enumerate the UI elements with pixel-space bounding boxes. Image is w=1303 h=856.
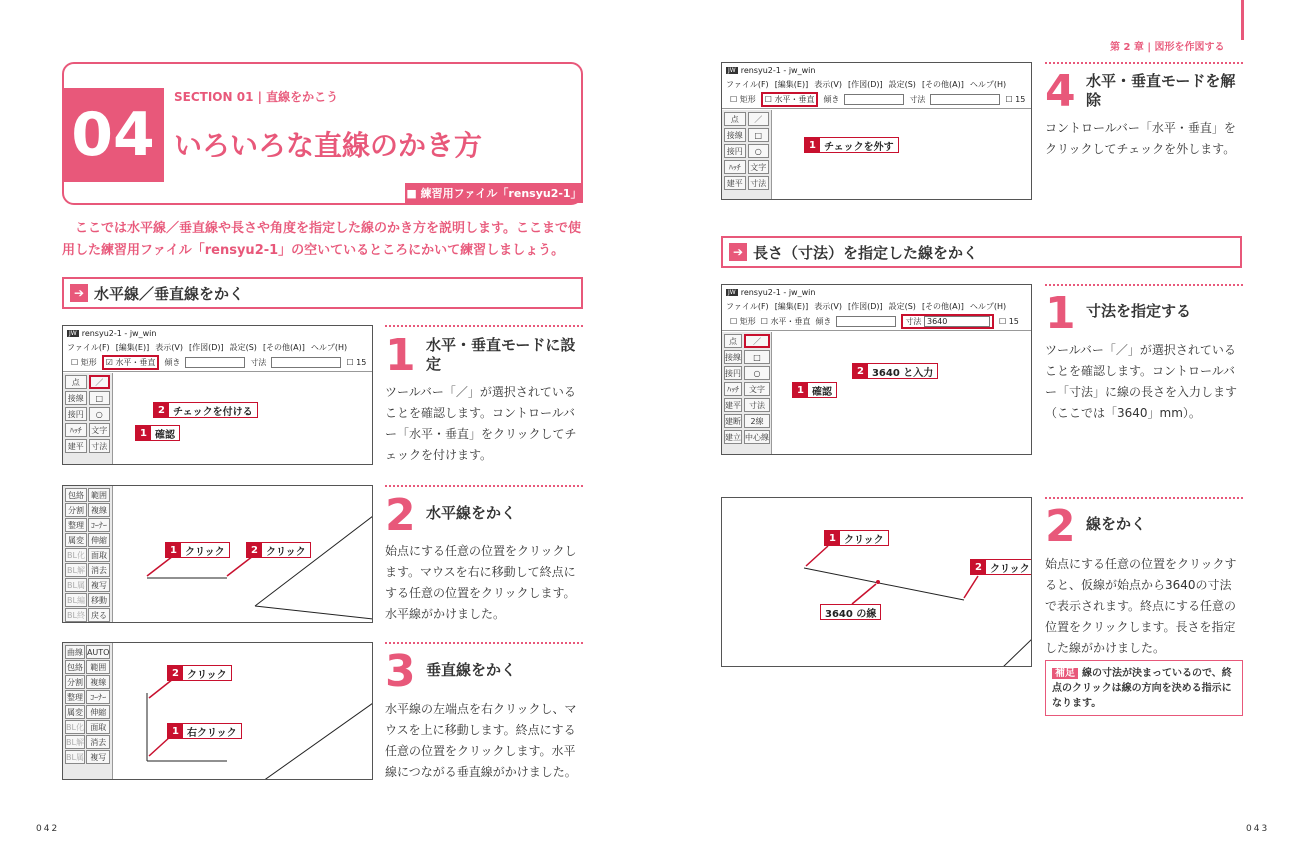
note-box: 補足 線の寸法が決まっているので、終点のクリックは線の方向を決める指示になります。 — [1045, 660, 1243, 716]
step-body: ツールバー「／」が選択されていることを確認します。コントロールバー「寸法」に線の長さを入力します（ここでは「3640」mm）。 — [1045, 343, 1238, 420]
tool-line[interactable]: ／ — [89, 375, 111, 389]
callout-input-3640: 2 3640 と入力 — [852, 363, 938, 379]
divider — [1045, 62, 1243, 64]
callout-right-click: 1 右クリック — [167, 723, 242, 739]
callout-confirm: 1 確認 — [792, 382, 837, 398]
step-number: 1 — [1045, 288, 1076, 339]
step-body: コントロールバー「水平・垂直」をクリックしてチェックを外します。 — [1045, 121, 1236, 156]
section-heading-hv: ➔ 水平線／垂直線をかく — [62, 277, 583, 309]
dim-input[interactable]: 3640 — [924, 316, 990, 327]
tool-tangent[interactable]: 接線 — [65, 391, 87, 405]
tool-rect[interactable]: □ — [89, 391, 111, 405]
tool-tangent-circle[interactable]: 接円 — [65, 407, 87, 421]
divider — [385, 485, 583, 487]
tool-hatch[interactable]: ﾊｯﾁ — [65, 423, 87, 437]
section-number: 04 — [62, 88, 164, 182]
step-title: 水平線をかく — [426, 504, 517, 522]
divider — [1045, 497, 1243, 499]
screenshot-3: 曲線 AUTO 包絡 範囲 分割 複線 整理 ｺｰﾅｰ 属変 伸縮 BL化 面取 BL解 消去 BL属 複写 2 クリック 1 右クリック — [62, 642, 373, 780]
arrow-icon: ➔ — [729, 243, 747, 261]
drawing-area[interactable] — [722, 498, 1032, 667]
callout-line-3640: 3640 の線 — [820, 604, 881, 620]
screenshot-4: JW rensyu2-1 - jw_win ファイル(F) [編集(E)] 表示(V) [作図(D)] 設定(S) [その他(A)] ヘルプ(H) ☐ 矩形 ☐ 水平・垂直 傾き 寸法 ☐ 15 点 ／ 接線 □ 接円 ○ ﾊｯﾁ 文字 建平 寸法 1 チェックを外す — [721, 62, 1032, 200]
callout-click-2: 2 クリック — [246, 542, 311, 558]
practice-file-badge: ■ 練習用ファイル「rensyu2-1」 — [405, 183, 583, 203]
callout-confirm: 1 確認 — [135, 425, 180, 441]
screenshot-6 — [721, 497, 1032, 667]
step-number: 2 — [1045, 501, 1076, 552]
step-title: 寸法を指定する — [1086, 302, 1192, 320]
tool-circle[interactable]: ○ — [89, 407, 111, 421]
screenshot-5: JW rensyu2-1 - jw_win ファイル(F) [編集(E)] 表示(V) [作図(D)] 設定(S) [その他(A)] ヘルプ(H) ☐ 矩形 ☐ 水平・垂直 傾き 寸法 3640 ☐ 15 点 ／ 接線 □ 接円 ○ ﾊｯﾁ 文字 建平 寸法 建断 2線 建立 中心線 2 3640 と入力 1 確認 — [721, 284, 1032, 455]
tool-point[interactable]: 点 — [65, 375, 87, 389]
divider — [385, 642, 583, 644]
step-number: 1 — [385, 330, 416, 381]
step-number: 4 — [1045, 66, 1076, 117]
step-title: 水平・垂直モードに設定 — [426, 336, 576, 373]
step-title: 垂直線をかく — [426, 661, 517, 679]
intro-text: ここでは水平線／垂直線や長さや角度を指定した線のかき方を説明します。ここまで使用した練習用ファイル「rensyu2-1」の空いているところにかいて練習しましょう。 — [62, 221, 581, 258]
chapter-label: 第 2 章 | 図形を作図する — [1110, 42, 1225, 53]
screenshot-2: 包絡 範囲 分割 複線 整理 ｺｰﾅｰ 属変 伸縮 BL化 面取 BL解 消去 BL属 複写 BL編 移動 BL終 戻る 1 クリック 2 クリック — [62, 485, 373, 623]
callout-click-1: 1 クリック — [824, 530, 889, 546]
arrow-icon: ➔ — [70, 284, 88, 302]
divider — [385, 325, 583, 327]
step-body: 水平線の左端点を右クリックし、マウスを上に移動します。終点にする任意の位置をクリックします。水平線につながる垂直線がかけました。 — [385, 702, 577, 779]
callout-check-off: 1 チェックを外す — [804, 137, 899, 153]
callout-click-2: 2 クリック — [970, 559, 1032, 575]
page-title: いろいろな直線のかき方 — [174, 129, 483, 162]
section-heading-length: ➔ 長さ（寸法）を指定した線をかく — [721, 236, 1242, 268]
step-body: ツールバー「／」が選択されていることを確認します。コントロールバー「水平・垂直」をクリックしてチェックを付けます。 — [385, 385, 577, 462]
page-number-right: 043 — [1246, 824, 1270, 834]
callout-click-1: 1 クリック — [165, 542, 230, 558]
section-label: SECTION 01 | 直線をかこう — [174, 90, 339, 104]
callout-check-on: 2 チェックを付ける — [153, 402, 258, 418]
step-body: 始点にする任意の位置をクリックすると、仮線が始点から3640の寸法で表示されます。終点にする任意の位置をクリックします。長さを指定した線がかけました。 — [1045, 557, 1237, 655]
tool-dim[interactable]: 寸法 — [89, 439, 111, 453]
callout-click: 2 クリック — [167, 665, 232, 681]
step-body: 始点にする任意の位置をクリックします。マウスを右に移動して終点にする任意の位置をクリックします。水平線がかけました。 — [385, 544, 577, 621]
step-number: 3 — [385, 646, 416, 697]
chapter-bar — [1241, 0, 1244, 40]
page-number-left: 042 — [36, 824, 60, 834]
divider — [1045, 284, 1243, 286]
step-number: 2 — [385, 490, 416, 541]
screenshot-1: JW rensyu2-1 - jw_win ファイル(F) [編集(E)] 表示(V) [作図(D)] 設定(S) [その他(A)] ヘルプ(H) ☐ 矩形 ☑ 水平・垂直 傾き 寸法 ☐ 15 点 ／ 接線 □ 接円 ○ ﾊｯﾁ 文字 建平 寸法 2 チェックを付ける 1 確認 — [62, 325, 373, 465]
drawing-area[interactable] — [63, 643, 373, 780]
tool-plan[interactable]: 建平 — [65, 439, 87, 453]
step-title: 線をかく — [1086, 515, 1147, 533]
step-title: 水平・垂直モードを解除 — [1086, 72, 1236, 109]
tool-text[interactable]: 文字 — [89, 423, 111, 437]
